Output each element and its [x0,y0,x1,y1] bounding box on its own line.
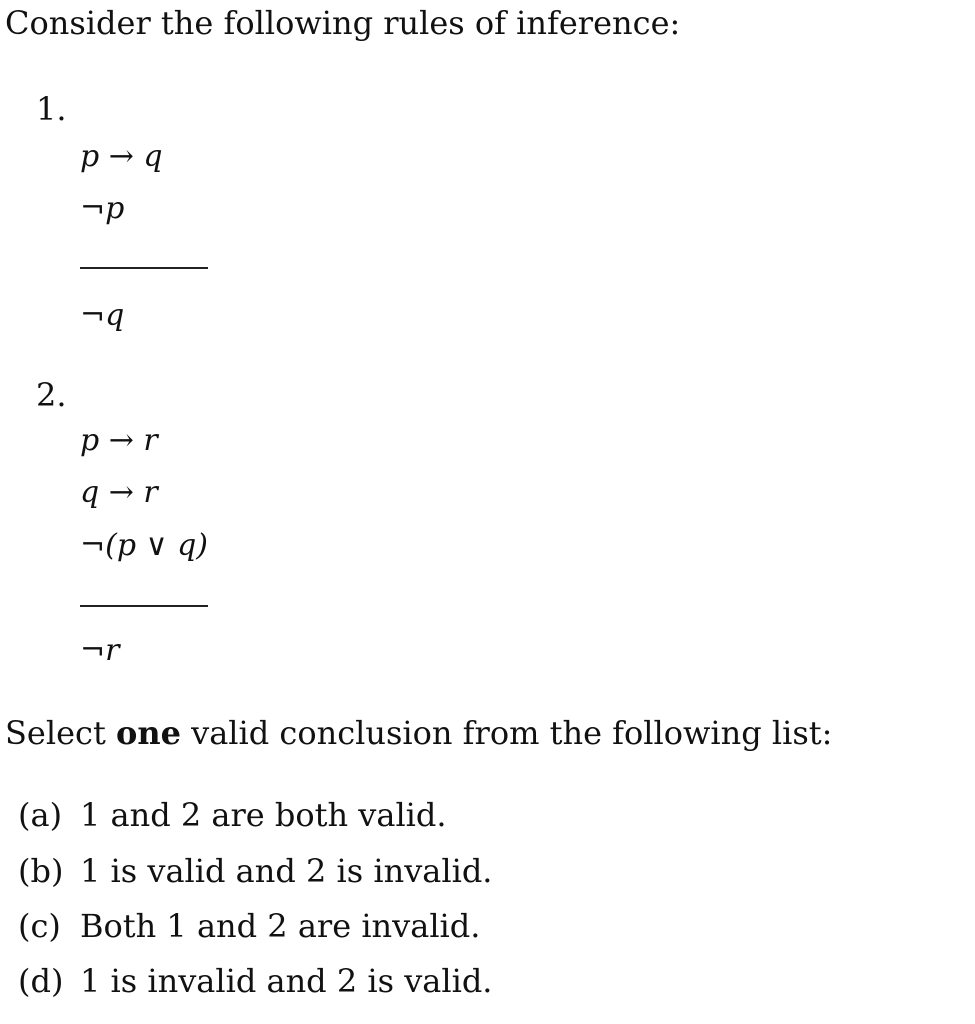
option-a-label[interactable]: (a) [18,796,63,834]
rule-2-divider [80,605,208,607]
rule-1-premise-2: ¬p [80,191,125,226]
question-prefix: Select [5,714,116,752]
rule-1-number: 1. [36,90,67,128]
option-d-label[interactable]: (d) [18,962,64,1000]
rule-2-number: 2. [36,376,67,414]
option-b-text[interactable]: 1 is valid and 2 is invalid. [80,852,493,890]
option-c-label[interactable]: (c) [18,907,61,945]
rule-1-conclusion: ¬q [80,298,125,333]
option-c-text[interactable]: Both 1 and 2 are invalid. [80,907,481,945]
question-emphasis: one [115,714,181,752]
question-suffix: valid conclusion from the following list: [180,714,833,752]
option-d-text[interactable]: 1 is invalid and 2 is valid. [80,962,493,1000]
intro-text: Consider the following rules of inference: [5,4,681,42]
rule-2-premise-2: q → r [80,475,158,510]
rule-1-premise-1: p → q [80,139,163,174]
option-b-label[interactable]: (b) [18,852,64,890]
rule-2-premise-1: p → r [80,423,158,458]
rule-2-premise-3: ¬(p ∨ q) [80,528,208,563]
option-a-text[interactable]: 1 and 2 are both valid. [80,796,447,834]
rule-2-conclusion: ¬r [80,633,120,668]
rule-1-divider [80,267,208,269]
question-prompt [5,713,832,753]
